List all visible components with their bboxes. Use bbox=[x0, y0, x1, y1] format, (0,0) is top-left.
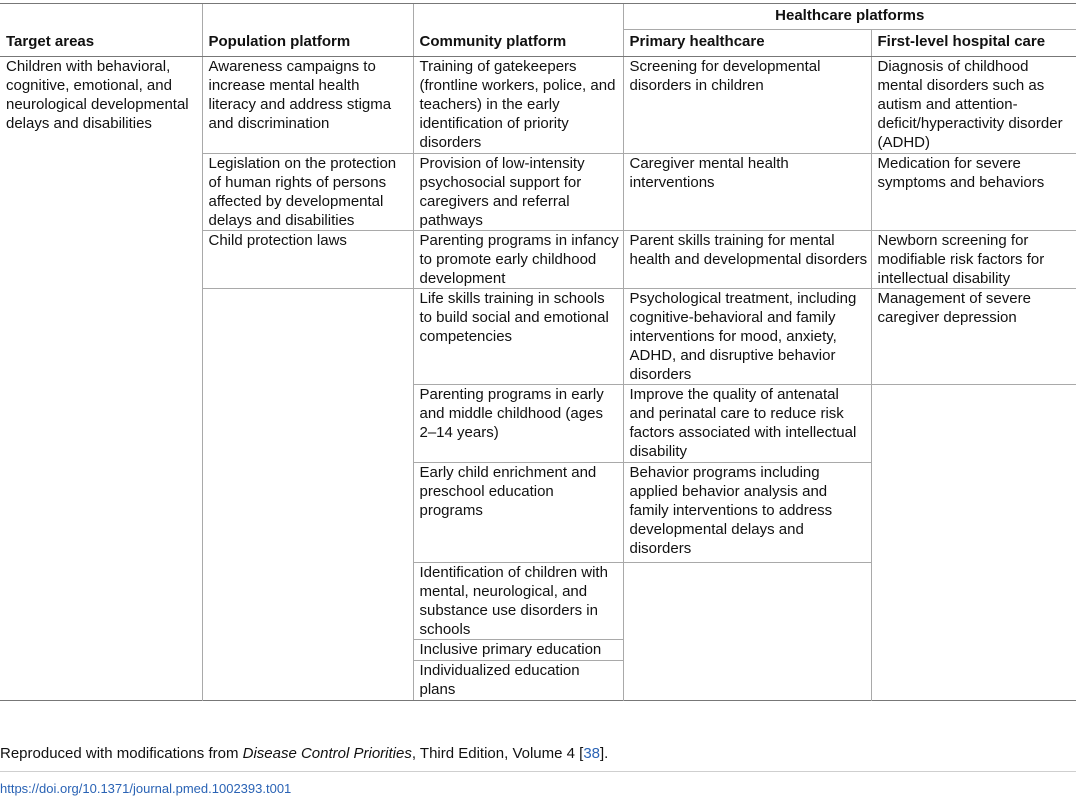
header-first-level-hospital-care: First-level hospital care bbox=[871, 30, 1076, 57]
footer-divider bbox=[0, 771, 1076, 772]
community-cell: Provision of low-intensity psychosocial support for caregivers and referral pathways bbox=[413, 154, 623, 231]
super-header-empty bbox=[202, 4, 413, 30]
primary-cell: Improve the quality of antenatal and perinatal care to reduce risk factors associated with intellectual disability bbox=[623, 385, 871, 463]
table-row bbox=[0, 57, 1076, 154]
community-cell: Parenting programs in infancy to promote early childhood development bbox=[413, 231, 623, 289]
primary-cell: Parent skills training for mental health and developmental disorders bbox=[623, 231, 871, 289]
header-primary-healthcare: Primary healthcare bbox=[623, 30, 871, 57]
super-header-empty bbox=[413, 4, 623, 30]
hospital-cell: Diagnosis of childhood mental disorders such as autism and attention-deficit/hyperactivity disorder (ADHD) bbox=[871, 57, 1076, 154]
hospital-cell: Medication for severe symptoms and behaviors bbox=[871, 154, 1076, 231]
community-cell: Inclusive primary education bbox=[413, 640, 623, 661]
population-empty-cell bbox=[202, 289, 413, 701]
header-target-areas: Target areas bbox=[0, 30, 202, 57]
hospital-cell: Management of severe caregiver depression bbox=[871, 289, 1076, 385]
table-footnote bbox=[0, 744, 608, 763]
reference-link[interactable]: 38 bbox=[583, 745, 601, 762]
population-cell: Legislation on the protection of human rights of persons affected by developmental delays and disabilities bbox=[202, 154, 413, 231]
table-bottom-rule bbox=[0, 701, 1076, 702]
healthcare-platforms-header: Healthcare platforms bbox=[623, 4, 1076, 30]
footnote-source-title: Disease Control Priorities bbox=[242, 745, 412, 762]
population-cell: Child protection laws bbox=[202, 231, 413, 289]
footnote-suffix: , Third Edition, Volume 4 [ bbox=[411, 745, 584, 762]
doi-link[interactable]: https://doi.org/10.1371/journal.pmed.1002393.t001 bbox=[0, 781, 292, 796]
primary-empty-cell bbox=[623, 563, 871, 701]
primary-cell: Caregiver mental health interventions bbox=[623, 154, 871, 231]
footnote-end: ]. bbox=[600, 745, 609, 762]
community-cell: Early child enrichment and preschool education programs bbox=[413, 463, 623, 563]
bottom-rule bbox=[0, 701, 1076, 702]
community-cell: Identification of children with mental, neurological, and substance use disorders in schools bbox=[413, 563, 623, 640]
community-cell: Parenting programs in early and middle childhood (ages 2–14 years) bbox=[413, 385, 623, 463]
community-cell: Individualized education plans bbox=[413, 661, 623, 701]
hospital-cell: Newborn screening for modifiable risk factors for intellectual disability bbox=[871, 231, 1076, 289]
interventions-table bbox=[0, 3, 1076, 701]
super-header-empty bbox=[0, 4, 202, 30]
community-cell: Life skills training in schools to build social and emotional competencies bbox=[413, 289, 623, 385]
primary-cell: Behavior programs including applied behavior analysis and family interventions to address developmental delays and disorders bbox=[623, 463, 871, 563]
footnote-prefix: Reproduced with modifications from bbox=[0, 745, 243, 762]
header-population-platform: Population platform bbox=[202, 30, 413, 57]
community-cell: Training of gatekeepers (frontline workers, police, and teachers) in the early identification of priority disorders bbox=[413, 57, 623, 154]
target-area-cell: Children with behavioral, cognitive, emotional, and neurological developmental delays and disabilities bbox=[6, 58, 189, 132]
header-community-platform: Community platform bbox=[413, 30, 623, 57]
hospital-empty-cell bbox=[871, 385, 1076, 701]
population-cell: Awareness campaigns to increase mental health literacy and address stigma and discrimination bbox=[202, 57, 413, 154]
super-header-row bbox=[0, 4, 1076, 30]
column-header-row bbox=[0, 30, 1076, 57]
primary-cell: Psychological treatment, including cognitive-behavioral and family interventions for mood, anxiety, ADHD, and disruptive behavior disorders bbox=[623, 289, 871, 385]
primary-cell: Screening for developmental disorders in children bbox=[623, 57, 871, 154]
